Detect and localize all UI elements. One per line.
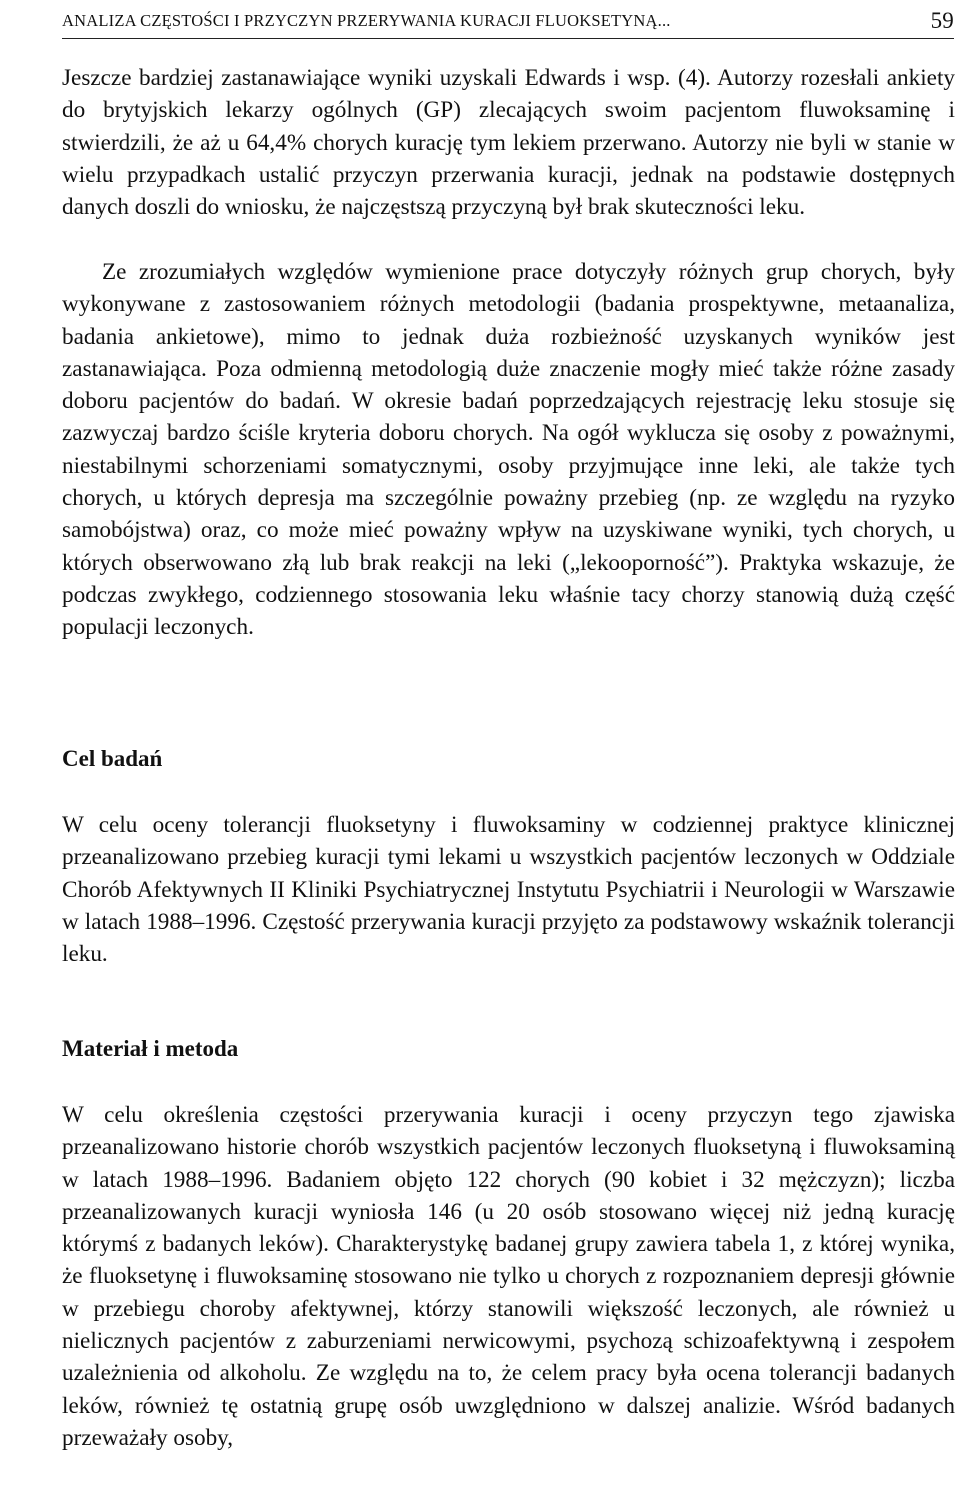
running-head (62, 6, 954, 36)
header-rule (62, 38, 954, 39)
page-number: 59 (930, 8, 954, 33)
paragraph-edwards: Jeszcze bardziej zastanawiające wyniki uzyskali Edwards i wsp. (4). Autorzy rozesłali ankiety do brytyjskich lekarzy ogólnych (GP) zlecających swoim pacjentom fluwoksaminę i stwierdzili, że aż u 64,4% chorych kurację tym lekiem przerwano. Autorzy nie byli w stanie w wielu przypadkach ustalić przyczyn przerwania kuracji, jednak na podstawie dostępnych danych doszli do wniosku, że najczęstszą przyczyną był brak skuteczności leku. (62, 65, 955, 221)
paragraph-aim: W celu oceny tolerancji fluoksetyny i fluwoksaminy w codziennej praktyce klinicznej przeanalizowano przebieg kuracji tymi lekami u wszystkich pacjentów leczonych w Oddziale Chorób Afektywnych II Kliniki Psychiatrycznej Instytutu Psychiatrii i Neurologii w Warszawie w latach 1988–1996. Częstość przerywania kuracji przyjęto za podstawowy wskaźnik tolerancji leku. (62, 812, 955, 968)
running-title: ANALIZA CZĘSTOŚCI I PRZYCZYN PRZERYWANIA KURACJI FLUOKSETYNĄ... (62, 11, 671, 30)
section-heading-aim: Cel badań (62, 746, 163, 771)
paragraph-method: W celu określenia częstości przerywania kuracji i oceny przyczyn tego zjawiska przeanalizowano historie chorób wszystkich pacjentów leczonych fluoksetyną i fluwoksaminą w latach 1988–1996. Badaniem objęto 122 chorych (90 kobiet i 32 mężczyzn); liczba przeanalizowanych kuracji wyniosła 146 (u 20 osób stosowano więcej niż jedną kurację którymś z badanych leków). Charakterystykę badanej grupy zawiera tabela 1, z której wynika, że fluoksetynę i fluwoksaminę stosowano nie tylko u chorych z rozpoznaniem depresji głównie w przebiegu choroby afektywnej, którzy stanowili większość leczonych, ale również u nielicznych pacjentów z zaburzeniami nerwicowymi, psychozą schizoafektywną i zespołem uzależnienia od alkoholu. Ze względu na to, że celem pracy była ocena tolerancji badanych leków, również tę ostatnią grupę osób uwzględniono w dalszej analizie. Wśród badanych przeważały osoby, (62, 1102, 955, 1451)
section-heading-method: Materiał i metoda (62, 1036, 239, 1061)
paragraph-discrepancy: Ze zrozumiałych względów wymienione prace dotyczyły różnych grup chorych, były wykonywane z zastosowaniem różnych metodologii (badania prospektywne, metaanaliza, badania ankietowe), mimo to jednak duża rozbieżność uzyskanych wyników jest zastanawiająca. Poza odmienną metodologią duże znaczenie mogły mieć także różne zasady doboru pacjentów do badań. W okresie badań poprzedzających rejestrację leku stosuje się zazwyczaj bardzo ściśle kryteria doboru chorych. Na ogół wyklucza się osoby z poważnymi, niestabilnymi schorzeniami somatycznymi, osoby przyjmujące inne leki, ale także tych chorych, u których depresja ma szczególnie poważny przebieg (np. ze względu na ryzyko samobójstwa) oraz, co może mieć poważny wpływ na uzyskiwane wyniki, tych chorych, u których obserwowano złą lub brak reakcji na leki („lekooporność”). Praktyka wskazuje, że podczas zwykłego, codziennego stosowania leku właśnie tacy chorzy stanowią dużą część populacji leczonych. (62, 259, 955, 641)
